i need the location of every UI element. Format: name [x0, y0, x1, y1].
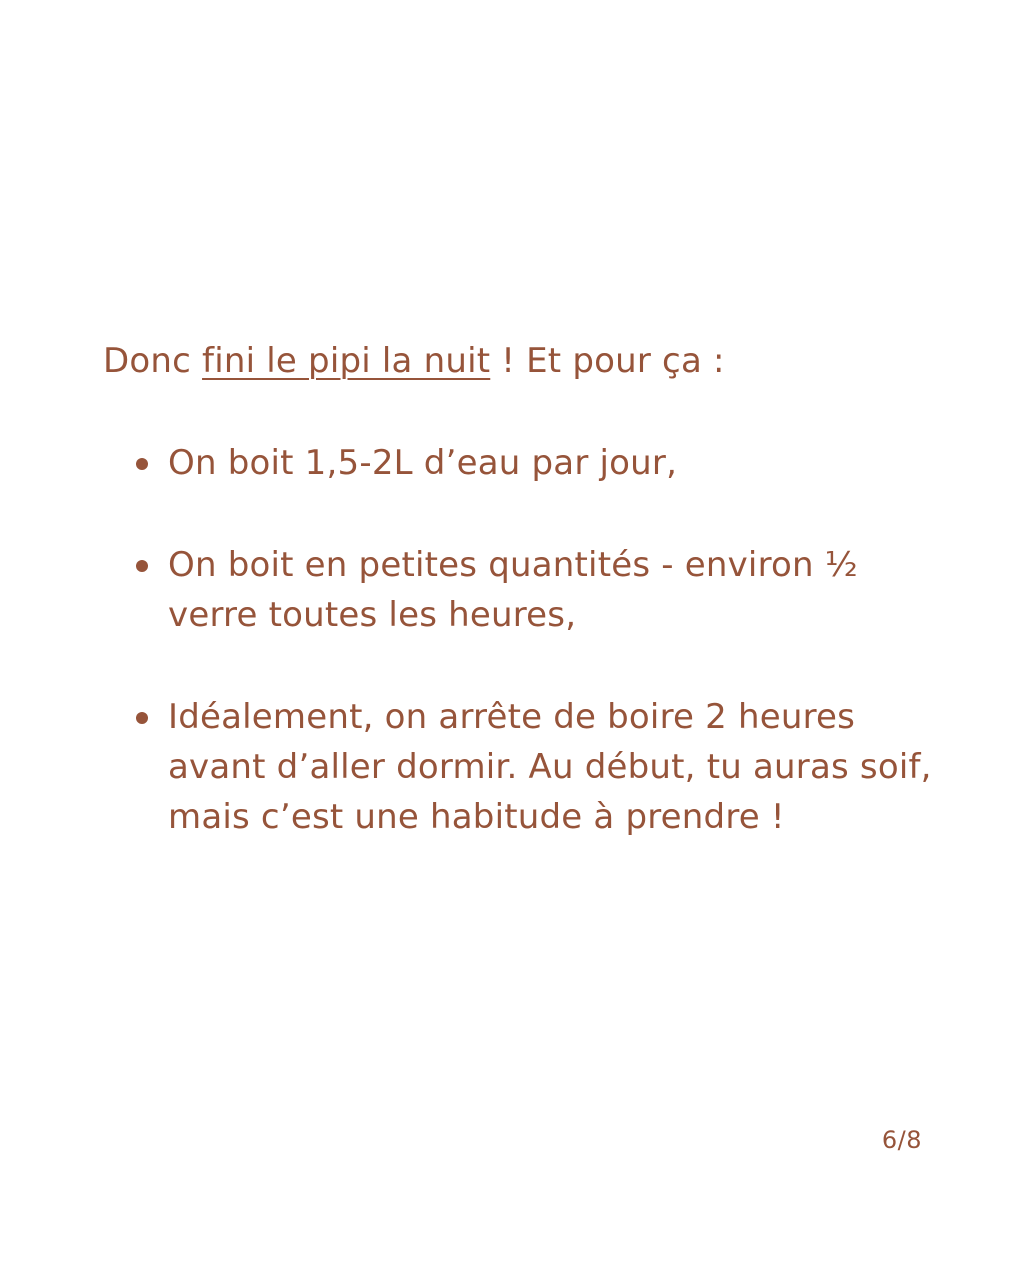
- bullet-dot-icon: [136, 458, 148, 470]
- bullet-item: [168, 438, 958, 488]
- bullet-text: On boit en petites quantités - environ ½ verre toutes les heures,: [168, 545, 858, 635]
- intro-text-end: ! Et pour ça :: [490, 341, 725, 381]
- intro-paragraph: [103, 336, 725, 386]
- bullet-dot-icon: [136, 560, 148, 572]
- bullet-item: [168, 540, 958, 640]
- intro-underlined-text: fini le pipi la nuit: [202, 341, 491, 381]
- bullet-list: [168, 438, 958, 894]
- bullet-item: [168, 692, 958, 842]
- bullet-text: On boit 1,5-2L d’eau par jour,: [168, 443, 678, 483]
- bullet-text: Idéalement, on arrête de boire 2 heures avant d’aller dormir. Au début, tu auras soif, mais c’est une habitude à prendre !: [168, 697, 932, 837]
- bullet-dot-icon: [136, 712, 148, 724]
- page-indicator: 6/8: [881, 1126, 922, 1154]
- intro-text-start: Donc: [103, 341, 203, 381]
